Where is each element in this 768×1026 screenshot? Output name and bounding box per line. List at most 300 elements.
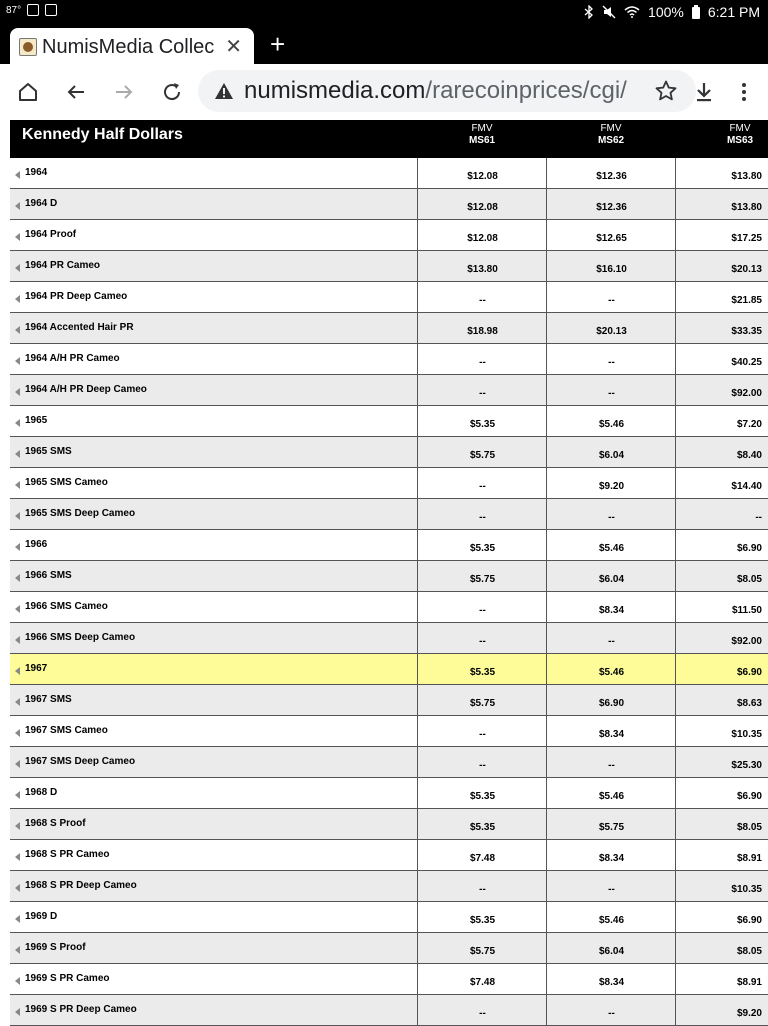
coin-name-cell[interactable] [10, 282, 418, 312]
expand-arrow-icon[interactable] [15, 884, 20, 892]
price-ms63-cell [676, 902, 768, 932]
price-ms61: $5.35 [469, 543, 496, 554]
price-ms61: $5.35 [469, 791, 496, 802]
price-ms63: $92.00 [731, 636, 762, 647]
price-ms63-cell [676, 344, 768, 374]
coin-name-cell[interactable] [10, 499, 418, 529]
table-row[interactable] [10, 499, 768, 530]
price-ms61-cell [418, 406, 547, 436]
column-header-fmv-label: FMV [600, 123, 622, 134]
price-ms63-cell [676, 654, 768, 684]
table-row[interactable] [10, 747, 768, 778]
download-icon [692, 80, 716, 104]
price-ms61: -- [479, 388, 486, 399]
price-ms62: $5.46 [598, 791, 625, 802]
clock: 6:21 PM [707, 4, 760, 20]
table-row[interactable] [10, 716, 768, 747]
expand-arrow-icon[interactable] [15, 915, 20, 923]
price-ms63-cell [676, 778, 768, 808]
expand-arrow-icon[interactable] [15, 1008, 20, 1016]
coin-name: 1965 SMS Cameo [25, 477, 108, 488]
address-bar[interactable] [198, 70, 696, 112]
coin-name: 1967 SMS Deep Cameo [25, 756, 136, 767]
expand-arrow-icon[interactable] [15, 791, 20, 799]
coin-name-cell[interactable] [10, 251, 418, 281]
price-ms63: $8.05 [736, 946, 762, 957]
price-ms62: -- [608, 1008, 615, 1019]
table-row[interactable] [10, 313, 768, 344]
expand-arrow-icon[interactable] [15, 202, 20, 210]
price-ms62: -- [608, 636, 615, 647]
expand-arrow-icon[interactable] [15, 512, 20, 520]
price-ms62-cell [547, 158, 676, 188]
coin-name: 1966 [25, 539, 48, 550]
price-table-body [10, 158, 768, 1026]
price-ms63-cell [676, 313, 768, 343]
coin-name: 1967 SMS Cameo [25, 725, 108, 736]
price-ms61: $5.35 [469, 419, 496, 430]
price-ms63-cell [676, 592, 768, 622]
price-ms62-cell [547, 220, 676, 250]
price-ms63-cell [676, 189, 768, 219]
price-ms61-cell [418, 871, 547, 901]
price-ms62-cell [547, 685, 676, 715]
expand-arrow-icon[interactable] [15, 326, 20, 334]
download-button[interactable] [690, 78, 718, 106]
price-ms63-cell [676, 468, 768, 498]
email-notification-icon [27, 4, 39, 16]
wifi-icon [624, 6, 640, 18]
price-ms63: $8.05 [736, 574, 762, 585]
price-ms62: $12.65 [596, 233, 627, 244]
price-ms63: $11.50 [731, 605, 762, 616]
coin-name-cell[interactable] [10, 437, 418, 467]
price-ms62: -- [608, 357, 615, 368]
price-ms61: -- [479, 1008, 486, 1019]
price-ms62: $8.34 [598, 729, 625, 740]
price-ms63: $13.80 [731, 171, 762, 182]
expand-arrow-icon[interactable] [15, 946, 20, 954]
price-ms62-cell [547, 778, 676, 808]
expand-arrow-icon[interactable] [15, 171, 20, 179]
coin-name: 1966 SMS [25, 570, 72, 581]
price-ms62-cell [547, 809, 676, 839]
price-ms62-cell [547, 964, 676, 994]
price-ms63-cell [676, 530, 768, 560]
price-ms61: $12.08 [467, 202, 498, 213]
table-row[interactable] [10, 158, 768, 189]
price-ms62-cell [547, 282, 676, 312]
price-ms63: $9.20 [736, 1008, 762, 1019]
price-ms61: $7.48 [469, 853, 496, 864]
table-row[interactable] [10, 437, 768, 468]
coin-name: 1966 SMS Deep Cameo [25, 632, 136, 643]
price-ms63: $13.80 [731, 202, 762, 213]
price-ms63-cell [676, 716, 768, 746]
price-ms61-cell [418, 964, 547, 994]
coin-name-cell[interactable] [10, 871, 418, 901]
coin-name: 1964 A/H PR Deep Cameo [25, 384, 147, 395]
price-ms62-cell [547, 995, 676, 1025]
table-row[interactable] [10, 375, 768, 406]
forward-arrow-icon [112, 80, 136, 104]
expand-arrow-icon[interactable] [15, 450, 20, 458]
price-ms61-cell [418, 809, 547, 839]
price-ms61-cell [418, 747, 547, 777]
price-ms63-cell [676, 685, 768, 715]
price-ms62: -- [608, 884, 615, 895]
price-ms62: -- [608, 512, 615, 523]
price-ms61-cell [418, 499, 547, 529]
price-ms63-cell [676, 561, 768, 591]
price-ms61-cell [418, 592, 547, 622]
price-ms63: $17.25 [731, 233, 762, 244]
url-host: numismedia.com [244, 77, 426, 104]
coin-name-cell[interactable] [10, 561, 418, 591]
browser-toolbar [0, 64, 768, 120]
table-row[interactable] [10, 468, 768, 499]
coin-name: 1965 SMS [25, 446, 72, 457]
price-ms63-cell [676, 437, 768, 467]
price-ms63-cell [676, 871, 768, 901]
price-ms63: $92.00 [731, 388, 762, 399]
price-ms62: -- [608, 760, 615, 771]
price-ms62: $12.36 [596, 202, 627, 213]
price-ms63-cell [676, 809, 768, 839]
table-row[interactable] [10, 592, 768, 623]
price-ms62-cell [547, 592, 676, 622]
coin-name: 1964 D [25, 198, 58, 209]
expand-arrow-icon[interactable] [15, 481, 20, 489]
price-ms61: $5.35 [469, 822, 496, 833]
price-ms62: $5.46 [598, 915, 625, 926]
coin-name: 1966 SMS Cameo [25, 601, 108, 612]
price-ms63: $6.90 [736, 667, 762, 678]
expand-arrow-icon[interactable] [15, 605, 20, 613]
price-ms63: $14.40 [731, 481, 762, 492]
table-row[interactable] [10, 561, 768, 592]
expand-arrow-icon[interactable] [15, 543, 20, 551]
expand-arrow-icon[interactable] [15, 264, 20, 272]
table-row[interactable] [10, 251, 768, 282]
price-ms62-cell [547, 716, 676, 746]
table-row[interactable] [10, 995, 768, 1026]
coin-name: 1964 A/H PR Cameo [25, 353, 120, 364]
price-ms62: $6.90 [598, 698, 625, 709]
price-ms61: -- [479, 605, 486, 616]
column-header-ms61[interactable] [452, 123, 512, 147]
table-row[interactable] [10, 902, 768, 933]
forward-button[interactable] [110, 78, 138, 106]
coin-name-cell[interactable] [10, 220, 418, 250]
price-ms62: $9.20 [598, 481, 625, 492]
coin-name-cell[interactable] [10, 189, 418, 219]
price-ms61: -- [479, 357, 486, 368]
price-ms63: $8.63 [736, 698, 762, 709]
price-ms62: $8.34 [598, 605, 625, 616]
price-ms61-cell [418, 561, 547, 591]
close-tab-icon[interactable]: ✕ [225, 36, 242, 58]
coin-name-cell[interactable] [10, 685, 418, 715]
price-ms62-cell [547, 313, 676, 343]
coin-name-cell[interactable] [10, 809, 418, 839]
expand-arrow-icon[interactable] [15, 357, 20, 365]
home-button[interactable] [14, 78, 42, 106]
column-header-ms63[interactable] [710, 123, 768, 147]
price-ms63-cell [676, 933, 768, 963]
price-ms63: $25.30 [731, 760, 762, 771]
price-ms63-cell [676, 840, 768, 870]
expand-arrow-icon[interactable] [15, 729, 20, 737]
price-ms61: $5.35 [469, 915, 496, 926]
price-ms62-cell [547, 406, 676, 436]
coin-name-cell[interactable] [10, 313, 418, 343]
reload-icon [160, 80, 184, 104]
coin-name: 1965 [25, 415, 48, 426]
price-ms62: $20.13 [596, 326, 627, 337]
price-ms63: $8.40 [736, 450, 762, 461]
price-ms62-cell [547, 530, 676, 560]
price-ms63-cell [676, 964, 768, 994]
price-ms61: -- [479, 512, 486, 523]
table-row[interactable] [10, 933, 768, 964]
price-ms61: $18.98 [467, 326, 498, 337]
app-notification-icon [45, 4, 57, 16]
price-ms62: -- [608, 388, 615, 399]
weather-temperature: 87° [6, 4, 22, 16]
home-icon [16, 80, 40, 104]
table-row[interactable] [10, 406, 768, 437]
expand-arrow-icon[interactable] [15, 667, 20, 675]
price-ms61-cell [418, 189, 547, 219]
expand-arrow-icon[interactable] [15, 233, 20, 241]
coin-name-cell[interactable] [10, 778, 418, 808]
price-ms61: $5.35 [469, 667, 496, 678]
price-ms62: $16.10 [596, 264, 627, 275]
price-ms63-cell [676, 406, 768, 436]
coin-name-cell[interactable] [10, 654, 418, 684]
coin-name-cell[interactable] [10, 530, 418, 560]
coin-name: 1968 D [25, 787, 58, 798]
price-ms61-cell [418, 344, 547, 374]
column-header-grade: MS61 [468, 135, 496, 146]
expand-arrow-icon[interactable] [15, 295, 20, 303]
price-ms62-cell [547, 623, 676, 653]
coin-name-cell[interactable] [10, 406, 418, 436]
price-ms61: $13.80 [467, 264, 498, 275]
price-ms63: $10.35 [731, 729, 762, 740]
expand-arrow-icon[interactable] [15, 388, 20, 396]
table-row[interactable] [10, 623, 768, 654]
reload-button[interactable] [158, 78, 186, 106]
table-row[interactable] [10, 189, 768, 220]
coin-name: 1968 S Proof [25, 818, 86, 829]
coin-name: 1969 S Proof [25, 942, 86, 953]
url-text[interactable] [244, 77, 648, 105]
price-ms61-cell [418, 716, 547, 746]
table-row[interactable] [10, 685, 768, 716]
table-title: Kennedy Half Dollars [22, 126, 183, 143]
coin-name: 1968 S PR Cameo [25, 849, 110, 860]
coin-name-cell[interactable] [10, 623, 418, 653]
coin-name-cell[interactable] [10, 375, 418, 405]
coin-name: 1969 S PR Deep Cameo [25, 1004, 137, 1015]
price-ms61: -- [479, 884, 486, 895]
column-header-grade: MS63 [726, 135, 754, 146]
price-ms63: -- [755, 512, 762, 523]
price-ms62: $5.46 [598, 419, 625, 430]
price-ms63: $8.05 [736, 822, 762, 833]
coin-name-cell[interactable] [10, 158, 418, 188]
price-ms61: -- [479, 481, 486, 492]
expand-arrow-icon[interactable] [15, 977, 20, 985]
expand-arrow-icon[interactable] [15, 853, 20, 861]
browser-tab[interactable] [10, 28, 254, 64]
price-ms63: $21.85 [731, 295, 762, 306]
price-ms63: $8.91 [736, 977, 762, 988]
price-ms63-cell [676, 251, 768, 281]
price-ms62-cell [547, 375, 676, 405]
price-table-header [10, 120, 768, 158]
price-ms61: $7.48 [469, 977, 496, 988]
price-ms63: $20.13 [731, 264, 762, 275]
price-ms62-cell [547, 561, 676, 591]
price-ms62-cell [547, 840, 676, 870]
price-ms61: -- [479, 295, 486, 306]
price-ms62-cell [547, 344, 676, 374]
price-ms61-cell [418, 220, 547, 250]
price-ms62-cell [547, 468, 676, 498]
price-ms61: $5.75 [469, 574, 496, 585]
price-ms62: $12.36 [596, 171, 627, 182]
coin-name-cell[interactable] [10, 747, 418, 777]
site-favicon-icon [19, 38, 37, 56]
price-ms61: -- [479, 760, 486, 771]
coin-name: 1968 S PR Deep Cameo [25, 880, 137, 891]
battery-icon [692, 5, 700, 19]
column-header-fmv-label: FMV [729, 123, 751, 134]
price-ms62: $6.04 [598, 574, 625, 585]
coin-name-cell[interactable] [10, 995, 418, 1025]
more-vert-icon [732, 80, 756, 104]
expand-arrow-icon[interactable] [15, 636, 20, 644]
price-ms61: -- [479, 636, 486, 647]
column-header-fmv-label: FMV [471, 123, 493, 134]
price-ms62: $5.75 [598, 822, 625, 833]
coin-name-cell[interactable] [10, 592, 418, 622]
price-ms61: $12.08 [467, 171, 498, 182]
battery-percent: 100% [648, 4, 684, 20]
price-ms62-cell [547, 871, 676, 901]
table-row[interactable] [10, 871, 768, 902]
price-ms63-cell [676, 499, 768, 529]
coin-name: 1967 [25, 663, 48, 674]
price-ms61-cell [418, 902, 547, 932]
price-ms62-cell [547, 251, 676, 281]
price-ms63: $7.20 [736, 419, 762, 430]
price-ms62-cell [547, 902, 676, 932]
coin-name: 1969 D [25, 911, 58, 922]
menu-button[interactable] [730, 78, 758, 106]
price-ms63-cell [676, 282, 768, 312]
price-ms61-cell [418, 840, 547, 870]
price-ms61-cell [418, 158, 547, 188]
coin-name-cell[interactable] [10, 716, 418, 746]
price-ms62: $6.04 [598, 450, 625, 461]
price-ms62: $5.46 [598, 543, 625, 554]
coin-name-cell[interactable] [10, 964, 418, 994]
expand-arrow-icon[interactable] [15, 419, 20, 427]
table-row[interactable] [10, 530, 768, 561]
price-ms61-cell [418, 995, 547, 1025]
price-ms61-cell [418, 313, 547, 343]
price-ms62: $6.04 [598, 946, 625, 957]
not-secure-warning-icon[interactable] [214, 82, 234, 100]
price-ms62: -- [608, 295, 615, 306]
table-row[interactable] [10, 344, 768, 375]
price-ms62-cell [547, 437, 676, 467]
price-ms62: $5.46 [598, 667, 625, 678]
coin-name-cell[interactable] [10, 902, 418, 932]
coin-name: 1969 S PR Cameo [25, 973, 110, 984]
expand-arrow-icon[interactable] [15, 574, 20, 582]
table-row[interactable] [10, 840, 768, 871]
column-header-ms62[interactable] [581, 123, 641, 147]
coin-name: 1964 PR Cameo [25, 260, 101, 271]
coin-name-cell[interactable] [10, 468, 418, 498]
bluetooth-icon [584, 5, 594, 19]
price-ms62-cell [547, 747, 676, 777]
coin-name: 1964 Accented Hair PR [25, 322, 134, 333]
expand-arrow-icon[interactable] [15, 760, 20, 768]
price-ms62-cell [547, 189, 676, 219]
status-bar [0, 0, 768, 24]
table-row[interactable] [10, 654, 768, 685]
price-ms61-cell [418, 933, 547, 963]
table-row[interactable] [10, 778, 768, 809]
price-ms62: $8.34 [598, 977, 625, 988]
column-header-grade: MS62 [597, 135, 625, 146]
price-ms61: $5.75 [469, 698, 496, 709]
price-ms61: -- [479, 729, 486, 740]
table-row[interactable] [10, 282, 768, 313]
table-row[interactable] [10, 809, 768, 840]
coin-name: 1964 PR Deep Cameo [25, 291, 128, 302]
expand-arrow-icon[interactable] [15, 698, 20, 706]
coin-name-cell[interactable] [10, 840, 418, 870]
new-tab-button[interactable]: + [270, 29, 286, 59]
price-ms63: $8.91 [736, 853, 762, 864]
expand-arrow-icon[interactable] [15, 822, 20, 830]
coin-name: 1967 SMS [25, 694, 72, 705]
coin-name: 1965 SMS Deep Cameo [25, 508, 136, 519]
coin-name-cell[interactable] [10, 933, 418, 963]
table-row[interactable] [10, 964, 768, 995]
price-ms61-cell [418, 437, 547, 467]
price-ms61-cell [418, 685, 547, 715]
price-ms63: $6.90 [736, 915, 762, 926]
price-ms61-cell [418, 530, 547, 560]
bookmark-star-icon[interactable] [654, 79, 678, 103]
back-button[interactable] [62, 78, 90, 106]
price-ms61-cell [418, 251, 547, 281]
coin-name-cell[interactable] [10, 344, 418, 374]
price-ms63: $40.25 [731, 357, 762, 368]
price-ms63: $10.35 [731, 884, 762, 895]
table-row[interactable] [10, 220, 768, 251]
tab-title: NumisMedia Collec [42, 36, 215, 58]
coin-name: 1964 Proof [25, 229, 77, 240]
